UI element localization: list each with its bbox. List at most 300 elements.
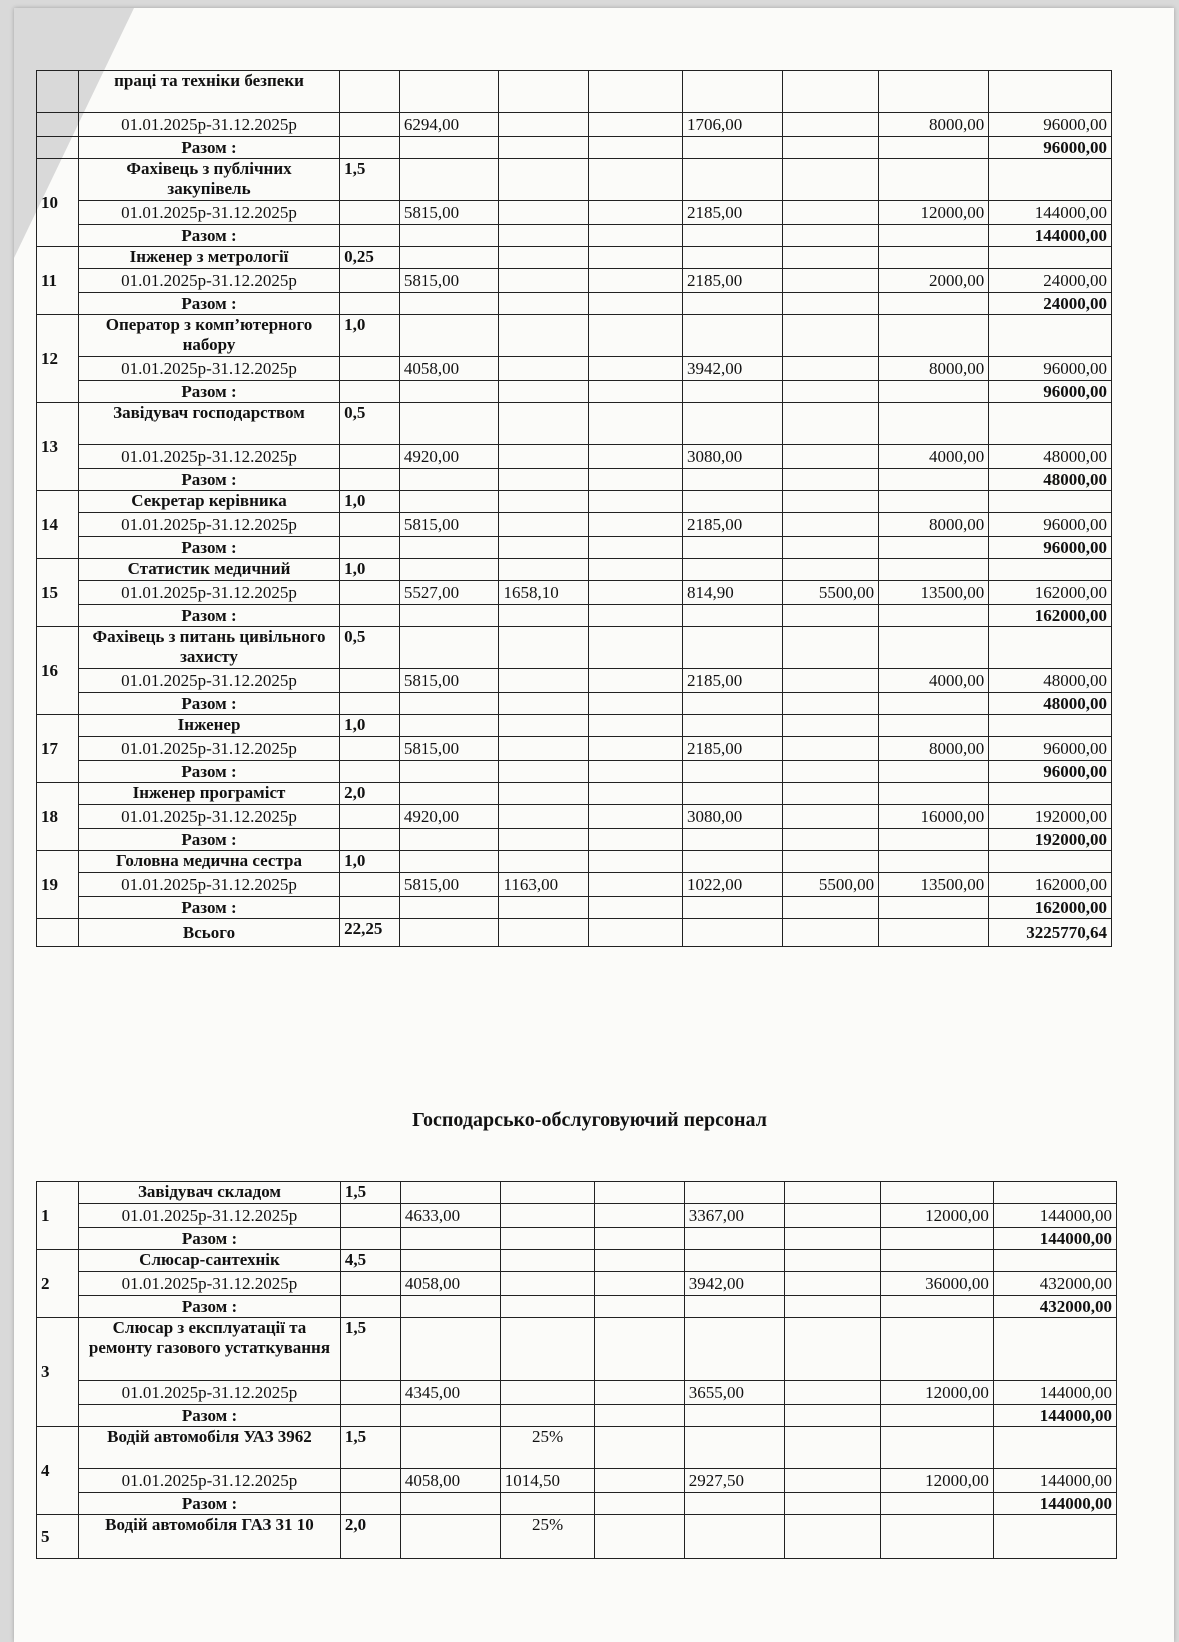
table-cell (588, 693, 682, 715)
position-row (37, 851, 1112, 873)
table-cell (881, 1318, 994, 1381)
table-cell (782, 761, 878, 783)
table-cell (399, 919, 499, 947)
staff-units: 0,5 (340, 403, 400, 445)
table-cell (682, 315, 782, 357)
table-cell (588, 537, 682, 559)
table-cell (400, 1405, 500, 1427)
row-number: 15 (37, 559, 79, 627)
table-cell (499, 715, 588, 737)
amount-cell: 13500,00 (879, 873, 989, 897)
table-cell (588, 559, 682, 581)
table-cell (782, 71, 878, 113)
table-cell (588, 715, 682, 737)
table-cell (400, 1182, 500, 1204)
table-cell (682, 897, 782, 919)
subtotal-amount: 24000,00 (989, 293, 1112, 315)
position-name: Слюсар з експлуатації та ремонту газового устаткування (79, 1318, 341, 1381)
table-cell (588, 71, 682, 113)
subtotal-label: Разом : (78, 693, 339, 715)
amount-cell: 3080,00 (682, 445, 782, 469)
period-cell: 01.01.2025р-31.12.2025р (78, 669, 339, 693)
amount-cell (499, 113, 588, 137)
table-cell (989, 783, 1112, 805)
table-cell (682, 159, 782, 201)
amount-cell (340, 1469, 400, 1493)
subtotal-amount: 144000,00 (993, 1228, 1116, 1250)
table-cell (340, 761, 400, 783)
period-cell: 01.01.2025р-31.12.2025р (78, 581, 339, 605)
amount-cell: 36000,00 (881, 1272, 994, 1296)
position-row (37, 1182, 1117, 1204)
amount-cell: 4000,00 (879, 445, 989, 469)
amount-cell: 3942,00 (682, 357, 782, 381)
subtotal-row (37, 829, 1112, 851)
table-cell (879, 491, 989, 513)
position-name: Інженер з метрології (78, 247, 339, 269)
table-cell (499, 537, 588, 559)
table-cell (499, 315, 588, 357)
table-cell (595, 1427, 684, 1469)
table-cell (588, 829, 682, 851)
row-number: 1 (37, 1182, 79, 1250)
position-name: Фахівець з публічних закупівель (78, 159, 339, 201)
amount-cell: 2185,00 (682, 513, 782, 537)
position-row (37, 491, 1112, 513)
row-number: 3 (37, 1318, 79, 1427)
total-units: 22,25 (340, 919, 400, 947)
subtotal-label: Разом : (78, 137, 339, 159)
amount-cell (595, 1204, 684, 1228)
staff-units: 1,5 (340, 1182, 400, 1204)
table-cell (340, 829, 400, 851)
table-cell (340, 1228, 400, 1250)
amount-cell: 1658,10 (499, 581, 588, 605)
table-cell (782, 627, 878, 669)
table-cell (399, 897, 499, 919)
table-cell (784, 1427, 881, 1469)
table-cell (399, 381, 499, 403)
subtotal-row (37, 605, 1112, 627)
table-cell (399, 715, 499, 737)
amount-cell (499, 669, 588, 693)
amount-cell: 5500,00 (782, 581, 878, 605)
position-row (37, 715, 1112, 737)
subtotal-amount: 144000,00 (993, 1405, 1116, 1427)
percent-cell (500, 1318, 595, 1381)
period-cell: 01.01.2025р-31.12.2025р (78, 513, 339, 537)
staff-units: 1,5 (340, 1427, 400, 1469)
table-cell (340, 1493, 400, 1515)
amount-cell: 13500,00 (879, 581, 989, 605)
table-cell (682, 851, 782, 873)
total-row (37, 919, 1112, 947)
service-staff-table (36, 1181, 1117, 1559)
table-cell (588, 293, 682, 315)
table-cell (499, 605, 588, 627)
amount-cell: 4633,00 (400, 1204, 500, 1228)
amount-cell (595, 1272, 684, 1296)
position-row (37, 71, 1112, 113)
table-cell (500, 1493, 595, 1515)
table-cell (340, 293, 400, 315)
table-cell (684, 1427, 784, 1469)
subtotal-label: Разом : (78, 537, 339, 559)
table-cell (989, 71, 1112, 113)
percent-cell (500, 1250, 595, 1272)
subtotal-amount: 48000,00 (989, 693, 1112, 715)
table-cell (682, 605, 782, 627)
table-cell (588, 783, 682, 805)
table-cell (588, 851, 682, 873)
table-cell (340, 225, 400, 247)
table-cell (399, 469, 499, 491)
subtotal-amount: 96000,00 (989, 761, 1112, 783)
amount-cell: 8000,00 (879, 357, 989, 381)
row-number: 11 (37, 247, 79, 315)
position-row (37, 1318, 1117, 1381)
table-cell (682, 137, 782, 159)
table-cell (499, 403, 588, 445)
table-cell (588, 137, 682, 159)
period-row (37, 873, 1112, 897)
staff-table (36, 70, 1112, 947)
position-name: Інженер програміст (78, 783, 339, 805)
subtotal-row (37, 381, 1112, 403)
period-cell: 01.01.2025р-31.12.2025р (79, 1469, 341, 1493)
table-cell (37, 113, 79, 137)
amount-cell (340, 1204, 400, 1228)
row-number: 12 (37, 315, 79, 403)
amount-cell (499, 201, 588, 225)
amount-cell: 5815,00 (399, 269, 499, 293)
table-cell (989, 159, 1112, 201)
table-cell (340, 381, 400, 403)
row-number: 4 (37, 1427, 79, 1515)
subtotal-amount: 192000,00 (989, 829, 1112, 851)
amount-cell: 5815,00 (399, 669, 499, 693)
table-cell (784, 1182, 881, 1204)
table-cell (879, 137, 989, 159)
table-cell (588, 627, 682, 669)
table-cell (684, 1515, 784, 1559)
period-cell: 01.01.2025р-31.12.2025р (78, 113, 339, 137)
amount-cell (500, 1381, 595, 1405)
table-cell (499, 71, 588, 113)
row-number: 14 (37, 491, 79, 559)
row-number: 18 (37, 783, 79, 851)
amount-cell: 96000,00 (989, 113, 1112, 137)
amount-cell (588, 737, 682, 761)
table-cell (399, 71, 499, 113)
table-cell (37, 137, 79, 159)
table-cell (879, 919, 989, 947)
amount-cell: 16000,00 (879, 805, 989, 829)
table-cell (400, 1493, 500, 1515)
table-cell (784, 1405, 881, 1427)
row-number: 13 (37, 403, 79, 491)
table-cell (879, 403, 989, 445)
table-cell (782, 293, 878, 315)
table-cell (782, 315, 878, 357)
period-cell: 01.01.2025р-31.12.2025р (78, 445, 339, 469)
amount-cell (588, 805, 682, 829)
table-cell (399, 491, 499, 513)
amount-cell: 2185,00 (682, 737, 782, 761)
amount-cell: 4058,00 (400, 1469, 500, 1493)
amount-cell (499, 805, 588, 829)
row-number: 17 (37, 715, 79, 783)
subtotal-label: Разом : (78, 829, 339, 851)
table-cell (784, 1515, 881, 1559)
table-cell (595, 1493, 684, 1515)
table-cell (499, 469, 588, 491)
subtotal-row (37, 1228, 1117, 1250)
amount-cell (782, 269, 878, 293)
position-row (37, 315, 1112, 357)
table-cell (782, 605, 878, 627)
amount-cell: 2185,00 (682, 201, 782, 225)
percent-cell: 25% (500, 1427, 595, 1469)
position-row (37, 403, 1112, 445)
staff-units: 0,25 (340, 247, 400, 269)
amount-cell (340, 669, 400, 693)
table-cell (399, 315, 499, 357)
amount-cell: 5815,00 (399, 513, 499, 537)
table-cell (782, 897, 878, 919)
amount-cell (340, 357, 400, 381)
amount-cell (499, 269, 588, 293)
table-cell (879, 315, 989, 357)
amount-cell: 5500,00 (782, 873, 878, 897)
table-cell (881, 1228, 994, 1250)
amount-cell (782, 201, 878, 225)
amount-cell: 12000,00 (879, 201, 989, 225)
amount-cell (588, 445, 682, 469)
table-cell (399, 225, 499, 247)
table-cell (881, 1515, 994, 1559)
table-cell (588, 469, 682, 491)
subtotal-label: Разом : (78, 897, 339, 919)
table-cell (399, 293, 499, 315)
period-cell: 01.01.2025р-31.12.2025р (79, 1204, 341, 1228)
table-cell (399, 761, 499, 783)
position-name: Оператор з комп’ютерного набору (78, 315, 339, 357)
amount-cell (588, 113, 682, 137)
table-cell (879, 559, 989, 581)
amount-cell (588, 669, 682, 693)
table-cell (784, 1318, 881, 1381)
amount-cell (782, 669, 878, 693)
table-cell (782, 783, 878, 805)
staff-units: 4,5 (340, 1250, 400, 1272)
table-cell (989, 247, 1112, 269)
table-cell (499, 783, 588, 805)
table-cell (682, 783, 782, 805)
position-name: Завідувач складом (79, 1182, 341, 1204)
table-cell (595, 1515, 684, 1559)
amount-cell: 5815,00 (399, 873, 499, 897)
table-cell (684, 1182, 784, 1204)
table-cell (879, 247, 989, 269)
amount-cell (340, 1272, 400, 1296)
table-cell (400, 1250, 500, 1272)
amount-cell (782, 445, 878, 469)
table-cell (989, 851, 1112, 873)
subtotal-row (37, 1493, 1117, 1515)
table-cell (400, 1296, 500, 1318)
table-cell (340, 537, 400, 559)
table-cell (400, 1228, 500, 1250)
amount-cell (784, 1381, 881, 1405)
amount-cell: 8000,00 (879, 113, 989, 137)
subtotal-amount: 96000,00 (989, 381, 1112, 403)
table-cell (399, 537, 499, 559)
table-cell (499, 627, 588, 669)
table-cell (782, 829, 878, 851)
staff-units: 1,5 (340, 159, 400, 201)
subtotal-label: Разом : (78, 761, 339, 783)
amount-cell: 12000,00 (881, 1381, 994, 1405)
amount-cell (499, 445, 588, 469)
staff-units (340, 71, 400, 113)
table-cell (682, 919, 782, 947)
table-cell (993, 1427, 1116, 1469)
period-row (37, 357, 1112, 381)
amount-cell (784, 1272, 881, 1296)
table-cell (682, 293, 782, 315)
table-cell (879, 783, 989, 805)
table-cell (340, 693, 400, 715)
amount-cell: 4058,00 (399, 357, 499, 381)
amount-cell: 2000,00 (879, 269, 989, 293)
amount-cell: 2185,00 (682, 269, 782, 293)
amount-cell (588, 581, 682, 605)
row-number: 19 (37, 851, 79, 919)
subtotal-row (37, 897, 1112, 919)
position-row (37, 159, 1112, 201)
table-cell (782, 537, 878, 559)
amount-cell: 4920,00 (399, 445, 499, 469)
table-cell (499, 137, 588, 159)
table-cell (881, 1250, 994, 1272)
amount-cell (340, 513, 400, 537)
table-cell (595, 1318, 684, 1381)
amount-cell (782, 357, 878, 381)
table-cell (500, 1228, 595, 1250)
subtotal-row (37, 761, 1112, 783)
subtotal-row (37, 469, 1112, 491)
table-cell (784, 1493, 881, 1515)
amount-cell (588, 357, 682, 381)
staff-units: 1,0 (340, 559, 400, 581)
position-name: Водій автомобіля УАЗ 3962 (79, 1427, 341, 1469)
table-cell (588, 381, 682, 403)
amount-cell (784, 1204, 881, 1228)
table-cell (595, 1296, 684, 1318)
row-number: 16 (37, 627, 79, 715)
amount-cell: 96000,00 (989, 357, 1112, 381)
table-cell (682, 247, 782, 269)
subtotal-row (37, 137, 1112, 159)
table-cell (499, 829, 588, 851)
table-cell (782, 693, 878, 715)
amount-cell (340, 113, 400, 137)
table-cell (993, 1250, 1116, 1272)
position-row (37, 783, 1112, 805)
position-name: Секретар керівника (78, 491, 339, 513)
subtotal-row (37, 225, 1112, 247)
table-cell (782, 247, 878, 269)
table-cell (684, 1228, 784, 1250)
percent-cell: 25% (500, 1515, 595, 1559)
table-cell (993, 1182, 1116, 1204)
table-cell (682, 403, 782, 445)
period-row (37, 113, 1112, 137)
table-cell (682, 491, 782, 513)
amount-cell: 144000,00 (989, 201, 1112, 225)
table-cell (400, 1515, 500, 1559)
amount-cell: 8000,00 (879, 737, 989, 761)
table-cell (588, 247, 682, 269)
amount-cell (340, 873, 400, 897)
table-cell (588, 919, 682, 947)
amount-cell (340, 269, 400, 293)
amount-cell: 5815,00 (399, 737, 499, 761)
subtotal-label: Разом : (79, 1493, 341, 1515)
position-row (37, 1250, 1117, 1272)
table-cell (684, 1493, 784, 1515)
staff-units: 2,0 (340, 783, 400, 805)
total-label: Всього (78, 919, 339, 947)
table-cell (684, 1405, 784, 1427)
table-cell (782, 851, 878, 873)
position-name: Слюсар-сантехнік (79, 1250, 341, 1272)
table-cell (879, 851, 989, 873)
position-name: Завідувач господарством (78, 403, 339, 445)
amount-cell: 24000,00 (989, 269, 1112, 293)
position-name: Статистик медичний (78, 559, 339, 581)
amount-cell: 144000,00 (993, 1381, 1116, 1405)
table-cell (993, 1515, 1116, 1559)
amount-cell (340, 737, 400, 761)
table-cell (879, 605, 989, 627)
amount-cell (782, 113, 878, 137)
table-cell (588, 225, 682, 247)
table-cell (499, 851, 588, 873)
table-cell (879, 381, 989, 403)
amount-cell (782, 513, 878, 537)
table-cell (989, 315, 1112, 357)
position-name: Головна медична сестра (78, 851, 339, 873)
table-cell (340, 137, 400, 159)
staff-units: 0,5 (340, 627, 400, 669)
table-cell (399, 693, 499, 715)
amount-cell: 12000,00 (881, 1469, 994, 1493)
amount-cell: 1022,00 (682, 873, 782, 897)
period-row (37, 581, 1112, 605)
subtotal-amount: 48000,00 (989, 469, 1112, 491)
amount-cell: 3367,00 (684, 1204, 784, 1228)
table-cell (499, 491, 588, 513)
row-number: 5 (37, 1515, 79, 1559)
amount-cell: 144000,00 (993, 1204, 1116, 1228)
total-amount: 3225770,64 (989, 919, 1112, 947)
amount-cell: 4000,00 (879, 669, 989, 693)
subtotal-label: Разом : (78, 225, 339, 247)
amount-cell (340, 445, 400, 469)
table-cell (682, 829, 782, 851)
